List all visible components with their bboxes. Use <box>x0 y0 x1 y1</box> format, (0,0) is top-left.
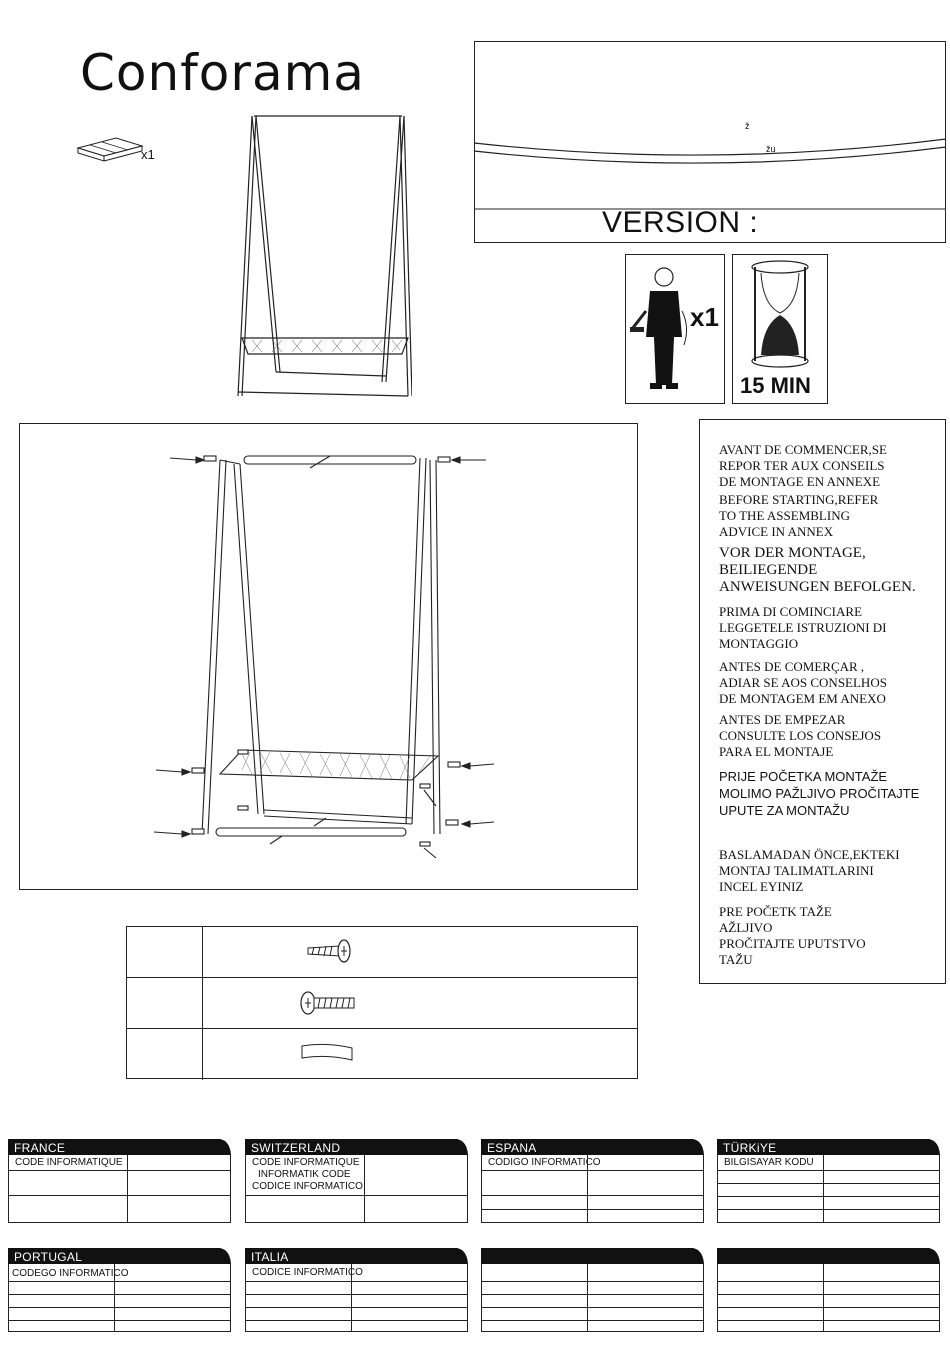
parts-row <box>127 978 637 1029</box>
parts-table <box>126 926 638 1079</box>
parts-row <box>127 1029 637 1080</box>
package-qty: x1 <box>141 147 155 162</box>
advice-en: BEFORE STARTING,REFER TO THE ASSEMBLING ADVICE IN ANNEX <box>719 492 879 539</box>
code-box-title: ESPANA <box>487 1141 537 1155</box>
product-rack-image <box>232 112 412 404</box>
brand-logo: Conforama <box>80 44 365 102</box>
advice-it: PRIMA DI COMINCIARE LEGGETELE ISTRUZIONI DI MONTAGGIO <box>719 604 887 651</box>
code-box-italia <box>245 1248 468 1332</box>
code-box-france <box>8 1139 231 1223</box>
version-label: VERSION : <box>602 206 759 239</box>
header-char-2: žu <box>766 144 776 154</box>
assembly-drawing <box>20 424 637 889</box>
code-box-title: FRANCE <box>14 1141 66 1155</box>
package-icon <box>76 134 146 164</box>
code-box-title: TÜRKiYE <box>723 1141 777 1155</box>
code-box-title: PORTUGAL <box>14 1250 83 1264</box>
wood-screw-icon <box>300 936 360 966</box>
hourglass-icon <box>733 255 827 373</box>
code-box-turkiye <box>717 1139 940 1223</box>
code-box-label: CODE INFORMATIQUE <box>252 1157 360 1168</box>
allen-key-icon <box>298 1040 358 1066</box>
advice-tr: BASLAMADAN ÖNCE,EKTEKI MONTAJ TALIMATLARINI INCEL EYINIZ <box>719 847 900 894</box>
code-box-espana <box>481 1139 704 1223</box>
advice-fr: AVANT DE COMMENCER,SE REPOR TER AUX CONSEILS DE MONTAGE EN ANNEXE <box>719 442 887 489</box>
code-box-title: SWITZERLAND <box>251 1141 341 1155</box>
code-box-label: INFORMATIK CODE <box>258 1169 351 1180</box>
parts-row <box>127 927 637 978</box>
code-box-title: ITALIA <box>251 1250 289 1264</box>
advice-de: VOR DER MONTAGE, BEILIEGENDE ANWEISUNGEN BEFOLGEN. <box>719 545 916 595</box>
code-box-label: BILGISAYAR KODU <box>724 1157 814 1168</box>
advice-sr: PRE POČETK TAŽE AŽLJIVO PROČITAJTE UPUTSTVO TAŽU <box>719 904 866 967</box>
header-char-1: ž <box>745 121 750 131</box>
workers-count: x1 <box>690 302 719 332</box>
advice-panel <box>699 419 946 984</box>
code-box-blank <box>717 1248 940 1332</box>
code-box-blank <box>481 1248 704 1332</box>
code-box-portugal <box>8 1248 231 1332</box>
code-box-label: CODICE INFORMATICO <box>252 1181 363 1192</box>
code-box-switzerland <box>245 1139 468 1223</box>
code-box-label: CODIGO INFORMATICO <box>488 1157 601 1168</box>
advice-es: ANTES DE EMPEZAR CONSULTE LOS CONSEJOS PARA EL MONTAJE <box>719 712 882 759</box>
advice-pt: ANTES DE COMERÇAR , ADIAR SE AOS CONSELHOS DE MONTAGEM EM ANEXO <box>719 659 887 706</box>
time-duration: 15 MIN <box>740 373 811 398</box>
code-box-label: CODICE INFORMATICO <box>252 1267 363 1278</box>
code-box-label: CODE INFORMATIQUE <box>15 1157 123 1168</box>
advice-hr: PRIJE POČETKA MONTAŽE MOLIMO PAŽLJIVO PROČITAJTE UPUTE ZA MONTAŽU <box>719 769 920 818</box>
machine-bolt-icon <box>296 988 360 1018</box>
code-box-label: CODEGO INFORMATICO <box>12 1268 129 1279</box>
